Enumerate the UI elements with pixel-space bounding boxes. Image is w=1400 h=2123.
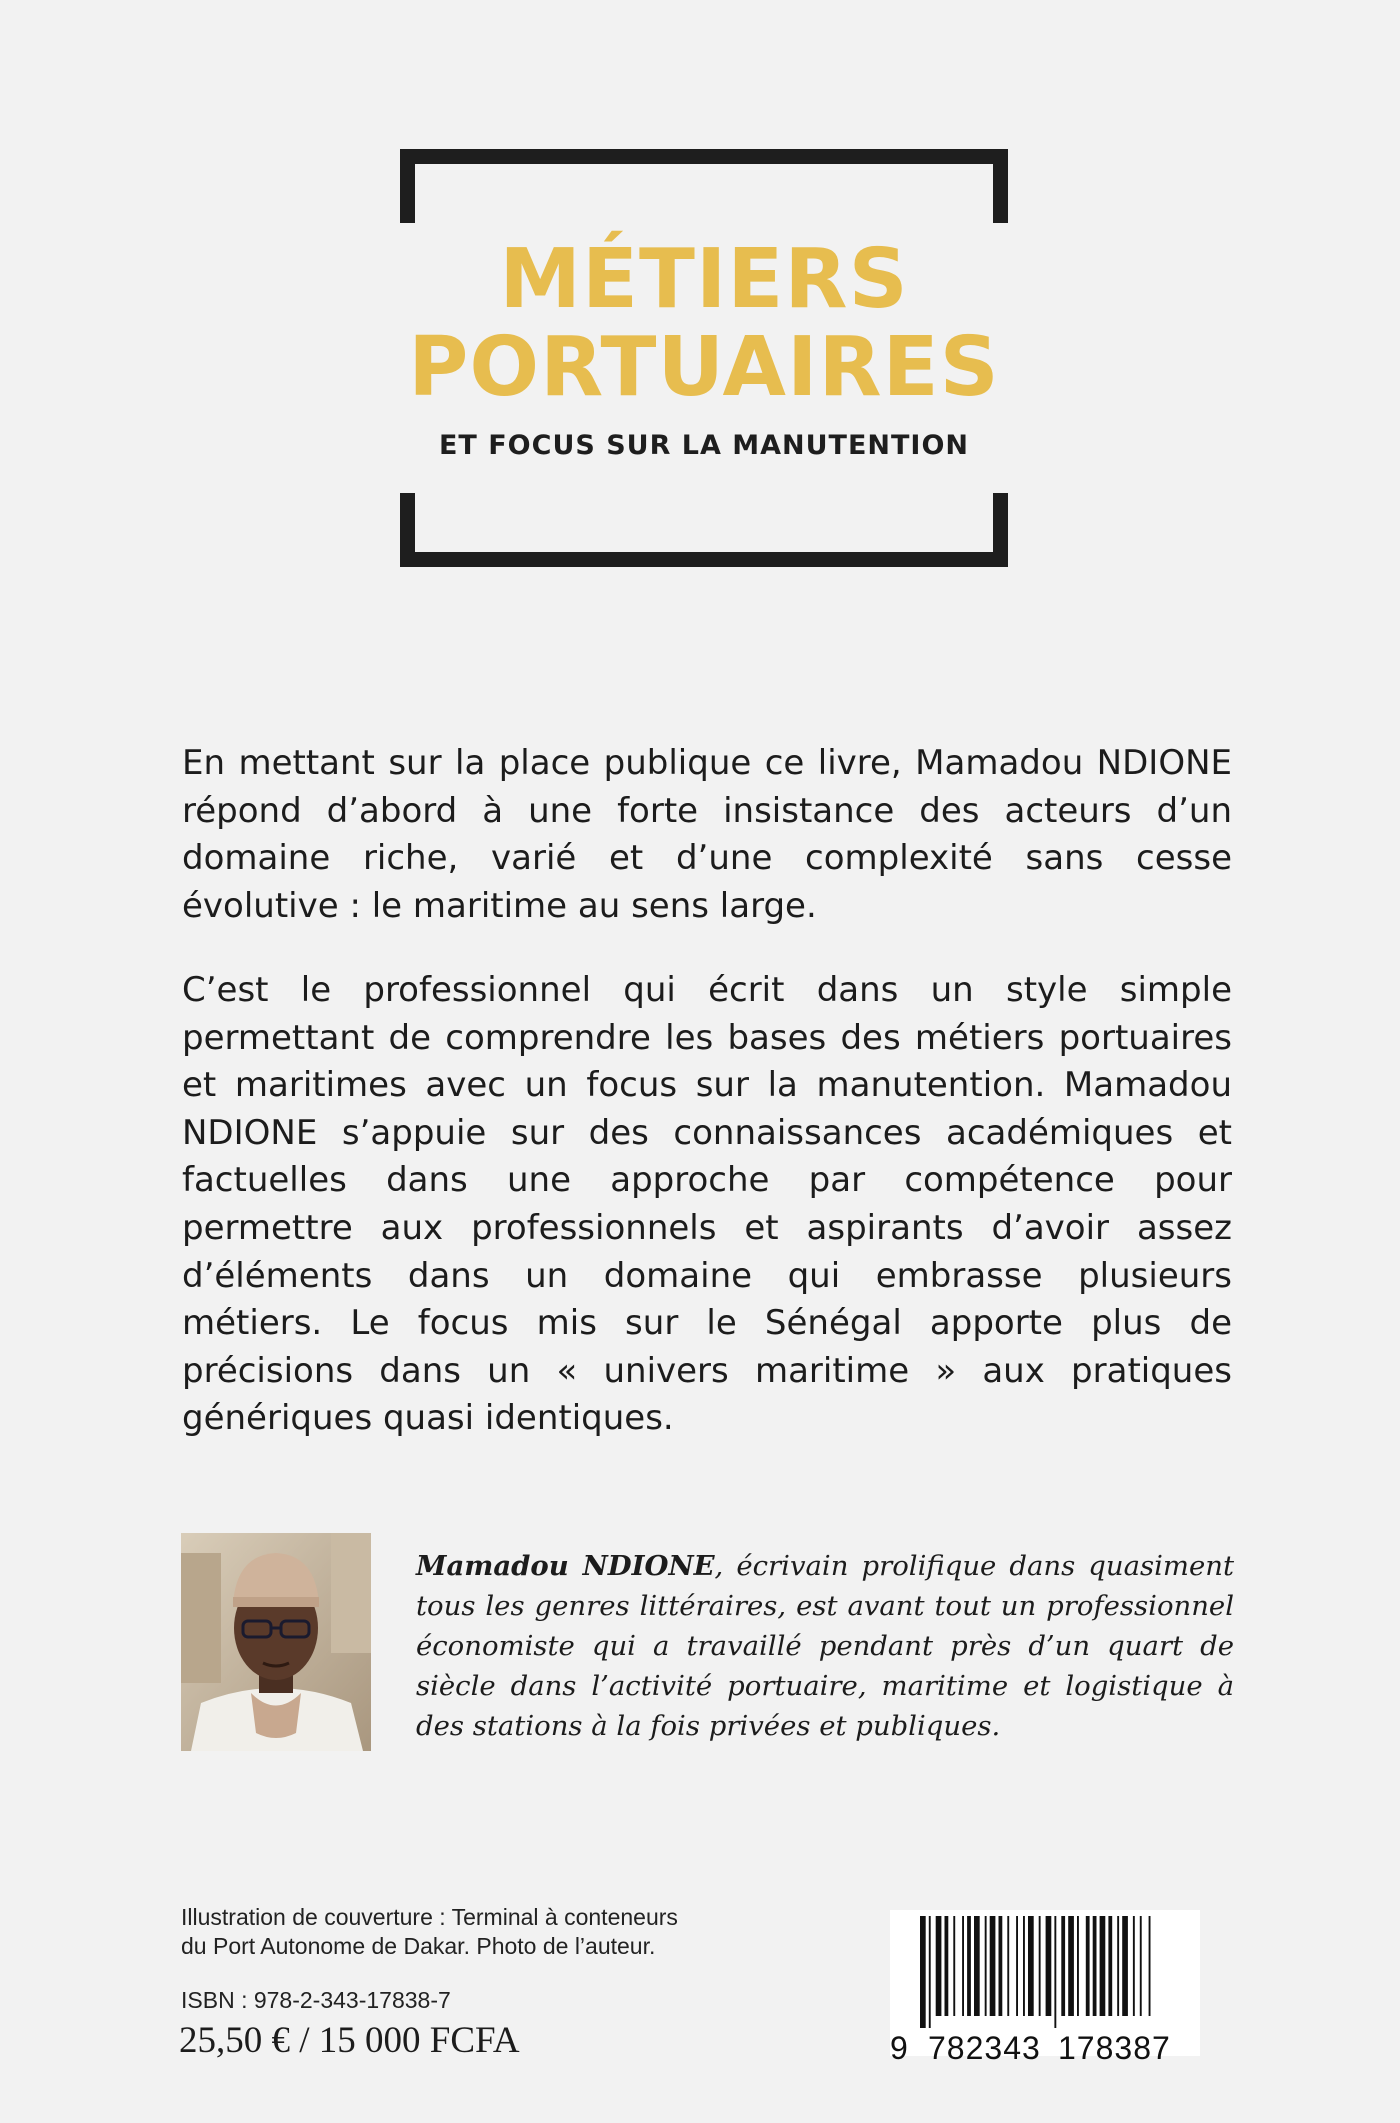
barcode-bar (1068, 1916, 1074, 2016)
barcode-bar (1054, 1916, 1056, 2028)
isbn: ISBN : 978-2-343-17838-7 (181, 1987, 451, 2013)
barcode-bar (1016, 1916, 1018, 2016)
author-portrait-image (181, 1533, 371, 1751)
barcode-bar (1086, 1916, 1090, 2016)
barcode-bar (1149, 1916, 1151, 2016)
barcode-bar (1077, 1916, 1079, 2016)
barcode-bar (1039, 1916, 1041, 2016)
cover-credit-line-1: Illustration de couverture : Terminal à conteneurs (181, 1904, 678, 1930)
barcode-bar (967, 1916, 971, 2016)
barcode-bar (999, 1916, 1003, 2016)
barcode-bar (953, 1916, 955, 2016)
barcode-digits-group-1: 782343 (928, 2030, 1041, 2066)
barcode-bar (945, 1916, 949, 2016)
barcode-bar (929, 1916, 931, 2028)
barcode-bar (1122, 1916, 1128, 2016)
title-frame-bottom (400, 493, 1008, 567)
barcode-bar (1140, 1916, 1142, 2016)
barcode-bar (936, 1916, 942, 2016)
author-photo (181, 1533, 371, 1751)
barcode-bar (1061, 1916, 1065, 2016)
cover-credit-line-2: du Port Autonome de Dakar. Photo de l’auteur. (181, 1933, 656, 1959)
barcode-bar (1100, 1916, 1106, 2016)
blurb-paragraph-1: En mettant sur la place publique ce livre, Mamadou NDIONE répond d’abord à une forte insistance des acteurs d’un domaine riche, varié et d’une complexité sans cesse évolutive : le maritime au sens large. (182, 743, 1232, 926)
blurb-paragraph-2: C’est le professionnel qui écrit dans un style simple permettant de comprendre les bases des métiers portuaires et maritimes avec un focus sur la manutention. Mamadou NDIONE s’appuie sur des connaissances académiques et factuelles dans une approche par compétence pour permettre aux professionnels et aspirants d’avoir assez d’éléments dans un domaine qui embrasse plusieurs métiers. Le focus mis sur le Sénégal apporte plus de précisions dans un « univers maritime » aux pratiques génériques quasi identiques. (182, 970, 1232, 1439)
barcode-bar (974, 1916, 980, 2016)
barcode-bar (1046, 1916, 1052, 2016)
title-line-2: PORTUAIRES (408, 320, 1000, 415)
barcode-bar (985, 1916, 987, 2016)
barcode-bar (1133, 1916, 1135, 2016)
barcode-bar (920, 1916, 926, 2028)
barcode-bars (890, 1910, 1200, 2028)
barcode-bar (990, 1916, 996, 2016)
barcode-digit-first: 9 (890, 2030, 908, 2066)
subtitle: ET FOCUS SUR LA MANUTENTION (438, 430, 970, 461)
title-line-1: MÉTIERS (499, 232, 909, 327)
barcode-digits-group-2: 178387 (1058, 2030, 1171, 2066)
barcode-bar (1023, 1916, 1025, 2016)
barcode-number (890, 2030, 1200, 2066)
author-bio-text: , écrivain prolifique dans quasiment tous les genres littéraires, est avant tout un professionnel économiste qui a travaillé pendant près d’un quart de siècle dans l’activité portuaire, maritime et logistique à des stations à la fois privées et publiques. (416, 1550, 1234, 1742)
cover-credit (181, 1903, 741, 1961)
title-frame-top (400, 149, 1008, 223)
barcode-bar (1093, 1916, 1097, 2016)
barcode-bar (1028, 1916, 1034, 2016)
author-bio (416, 1546, 1234, 1746)
price: 25,50 € / 15 000 FCFA (179, 2020, 520, 2061)
barcode-bar (1108, 1916, 1112, 2016)
author-name: Mamadou NDIONE (416, 1550, 715, 1582)
barcode-bar (962, 1916, 964, 2016)
barcode-bar (1007, 1916, 1009, 2016)
barcode-bar (1117, 1916, 1119, 2016)
